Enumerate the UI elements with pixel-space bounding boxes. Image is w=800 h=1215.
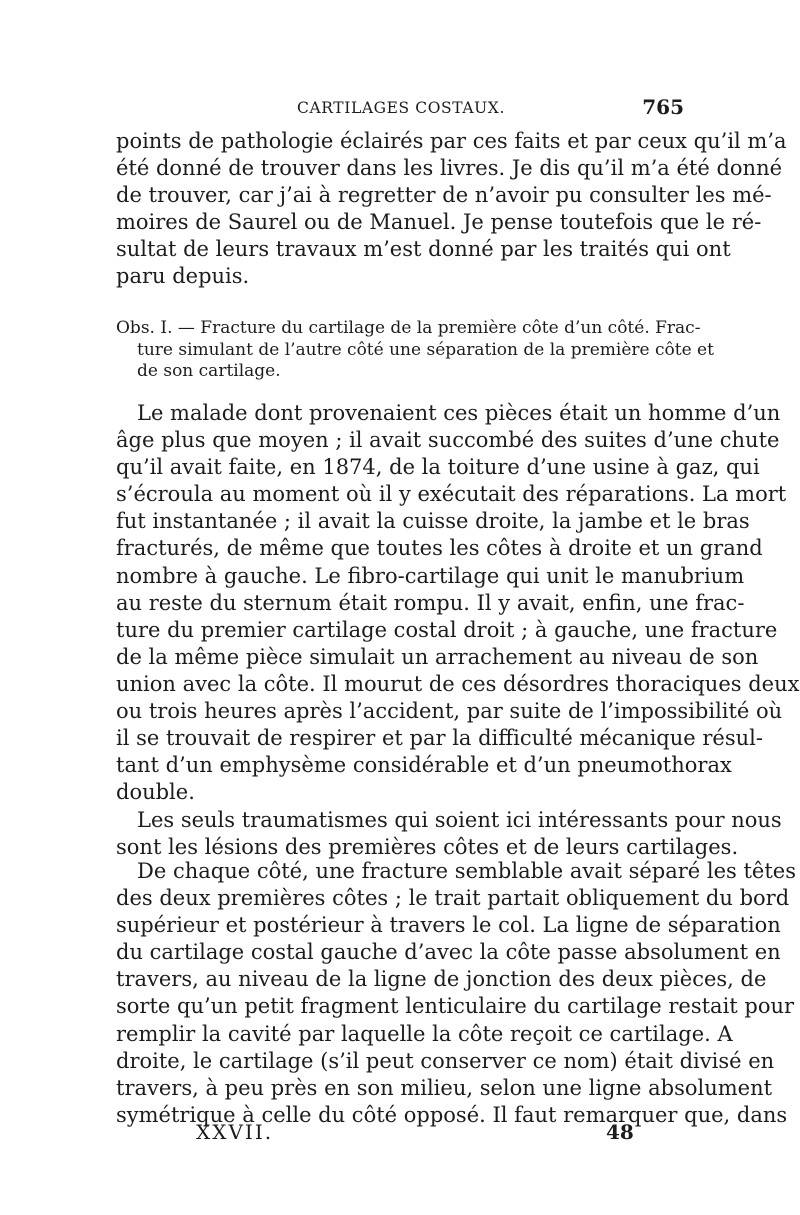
text-line: été donné de trouver dans les livres. Je dis qu’il m’a été donné: [116, 156, 783, 181]
signature-number: 48: [606, 1120, 634, 1144]
text-line: s’écroula au moment où il y exécutait des réparations. La mort: [116, 482, 787, 507]
text-line: ou trois heures après l’accident, par suite de l’impossibilité où: [116, 699, 783, 724]
text-line: double.: [116, 780, 195, 805]
text-line: union avec la côte. Il mourut de ces désordres thoraciques deux: [116, 671, 800, 696]
text-line: sorte qu’un petit fragment lenticulaire du cartilage restait pour: [116, 994, 795, 1019]
signature-mark: XXVII.: [196, 1120, 274, 1144]
text-line: supérieur et postérieur à travers le col. La ligne de séparation: [116, 913, 781, 938]
text-line: il se trouvait de respirer et par la difficulté mécanique résul-: [116, 726, 763, 751]
text-line: sultat de leurs travaux m’est donné par les traités qui ont: [116, 237, 731, 262]
text-line: de trouver, car j’ai à regretter de n’avoir pu consulter les mé-: [116, 183, 772, 208]
text-line: au reste du sternum était rompu. Il y avait, enfin, une frac-: [116, 590, 745, 615]
observation-line: de son cartilage.: [137, 361, 281, 381]
text-line: symétrique à celle du côté opposé. Il faut remarquer que, dans: [116, 1102, 788, 1127]
paragraph-intro: [116, 128, 787, 291]
text-line: remplir la cavité par laquelle la côte reçoit ce cartilage. A: [116, 1021, 733, 1046]
observation-line: ture simulant de l’autre côté une séparation de la première côte et: [137, 339, 714, 360]
text-line: moires de Saurel ou de Manuel. Je pense toutefois que le ré-: [116, 210, 762, 235]
observation-line: Obs. I. — Fracture du cartilage de la première côte d’un côté. Frac-: [116, 318, 701, 338]
text-line: de la même pièce simulait un arrachement au niveau de son: [116, 644, 759, 669]
text-line: tant d’un emphysème considérable et d’un pneumothorax: [116, 753, 732, 778]
text-line: Le malade dont provenaient ces pièces était un homme d’un: [137, 401, 781, 425]
text-line: travers, au niveau de la ligne de jonction des deux pièces, de: [116, 967, 767, 992]
text-line: De chaque côté, une fracture semblable avait séparé les têtes: [137, 859, 796, 883]
text-line: travers, à peu près en son milieu, selon une ligne absolument: [116, 1075, 773, 1100]
page-footer: [116, 1120, 686, 1150]
text-line: Les seuls traumatismes qui soient ici intéressants pour nous: [137, 808, 782, 832]
text-line: fracturés, de même que toutes les côtes à droite et un grand: [116, 536, 763, 561]
text-line: ture du premier cartilage costal droit ; à gauche, une fracture: [116, 617, 778, 642]
running-title: CARTILAGES COSTAUX.: [297, 99, 505, 117]
paragraph-case: [116, 400, 800, 806]
text-line: âge plus que moyen ; il avait succombé des suites d’une chute: [116, 428, 780, 453]
text-line: nombre à gauche. Le fibro-cartilage qui unit le manubrium: [116, 563, 745, 588]
text-line: points de pathologie éclairés par ces faits et par ceux qu’il m’a: [116, 129, 787, 153]
text-line: des deux premières côtes ; le trait partait obliquement du bord: [116, 886, 790, 911]
text-line: qu’il avait faite, en 1874, de la toiture d’une usine à gaz, qui: [116, 455, 760, 480]
text-line: fut instantanée ; il avait la cuisse droite, la jambe et le bras: [116, 509, 750, 534]
text-line: paru depuis.: [116, 264, 250, 289]
text-line: sont les lésions des premières côtes et de leurs cartilages.: [116, 835, 739, 860]
page-number: 765: [642, 95, 684, 119]
observation-heading: [116, 318, 714, 383]
text-line: du cartilage costal gauche d’avec la côte passe absolument en: [116, 940, 781, 965]
page-header: [116, 95, 686, 123]
paragraph-lesions: [116, 807, 782, 861]
text-line: droite, le cartilage (s’il peut conserver ce nom) était divisé en: [116, 1048, 775, 1073]
paragraph-detail: [116, 858, 796, 1129]
